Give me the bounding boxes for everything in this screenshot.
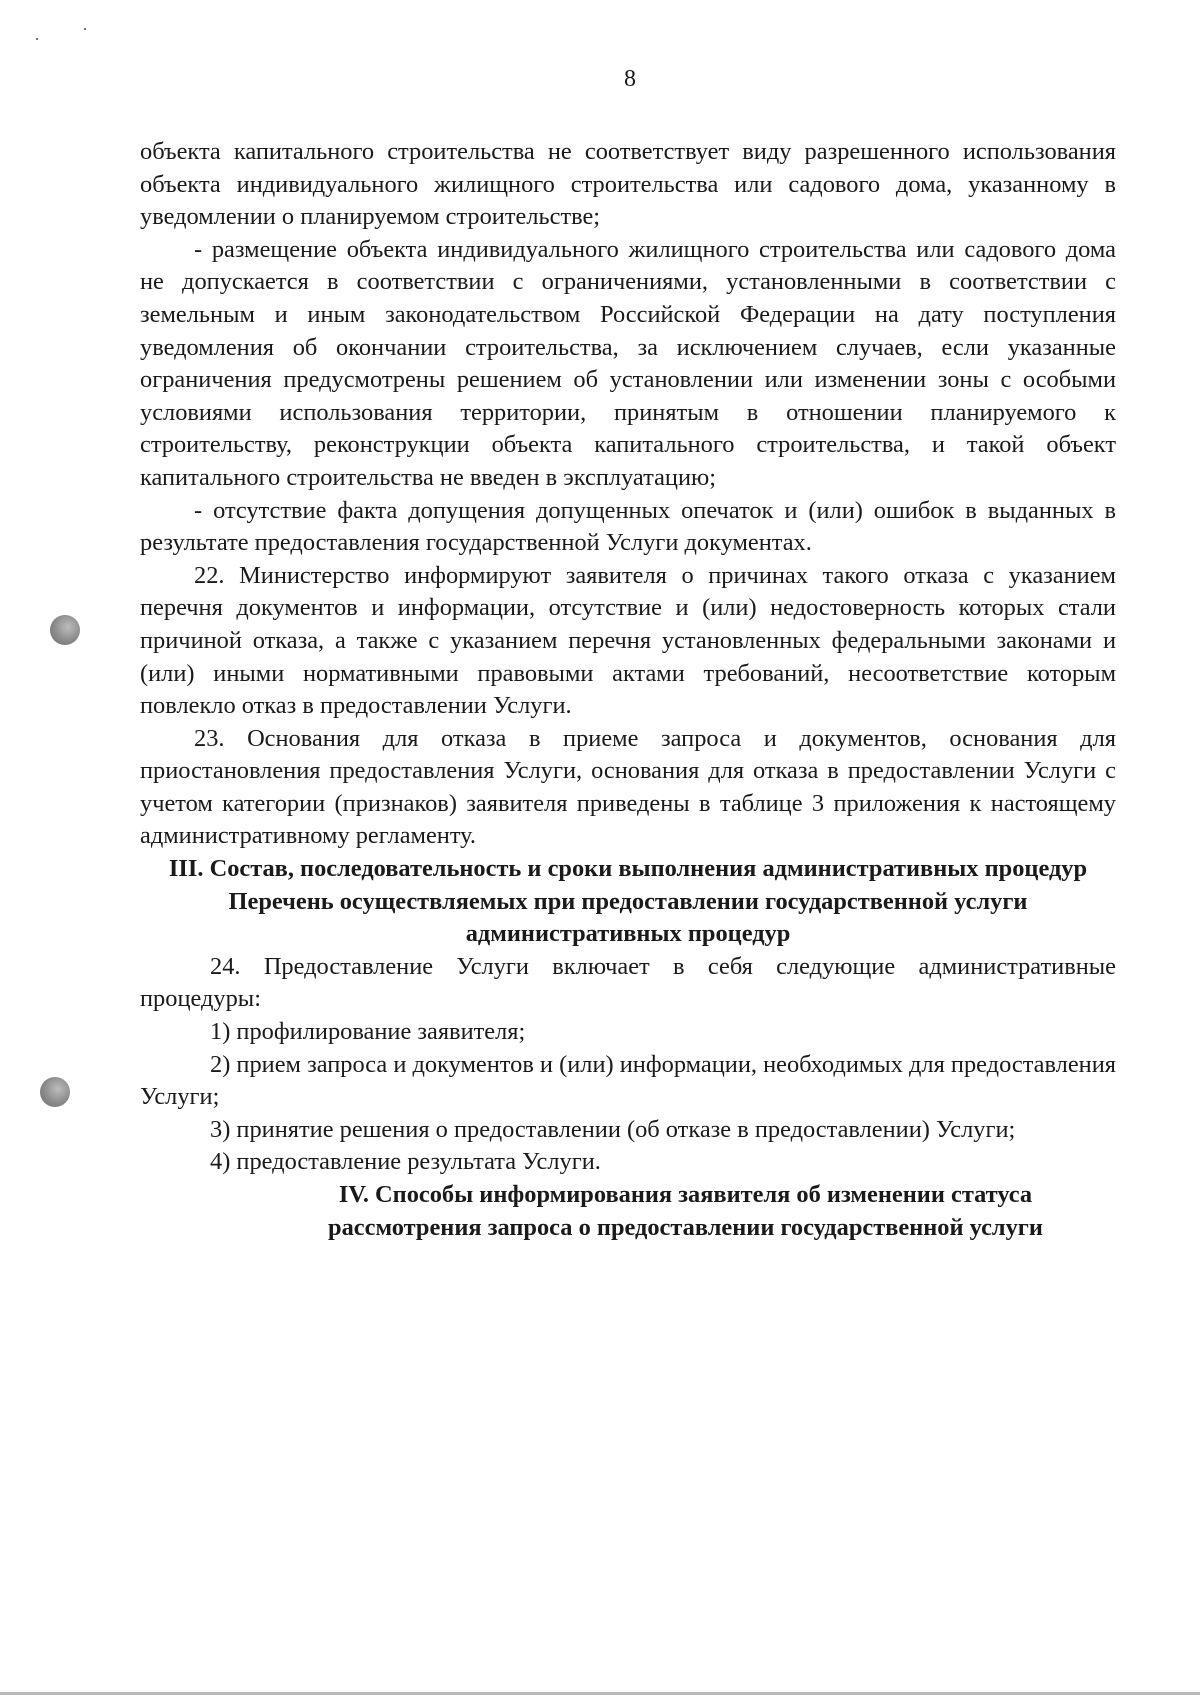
scan-speck bbox=[84, 28, 86, 30]
punch-hole-bottom bbox=[40, 1077, 70, 1107]
section-3-subheading: Перечень осуществляемых при предоставлении государственной услуги административных процедур bbox=[228, 887, 1028, 948]
list-item: 2) прием запроса и документов и (или) информации, необходимых для предоставления Услуги; bbox=[140, 1050, 1116, 1111]
document-body bbox=[140, 136, 1116, 1244]
paragraph-bullet-placement: - размещение объекта индивидуального жилищного строительства или садового дома не допускается в соответствии с ограничениями, установленными в соответствии с земельным и иным законодательством Российской Федерации на дату поступления уведомления об окончании строительства, за исключением случаев, если указанные ограничения предусмотрены решением об установлении или изменении зоны с особыми условиями использования территории, принятым в отношении планируемого к строительству, реконструкции объекта капитального строительства, и такой объект капитального строительства не введен в эксплуатацию; bbox=[140, 235, 1116, 491]
paragraph-23: 23. Основания для отказа в приеме запроса и документов, основания для приостановления предоставления Услуги, основания для отказа в предоставлении Услуги с учетом категории (признаков) заявителя приведены в таблице 3 приложения к настоящему административному регламенту. bbox=[140, 724, 1116, 850]
list-item: 3) принятие решения о предоставлении (об отказе в предоставлении) Услуги; bbox=[210, 1115, 1016, 1143]
punch-hole-top bbox=[50, 615, 80, 645]
page-number: 8 bbox=[624, 66, 636, 92]
section-4-heading: IV. Способы информирования заявителя об изменении статуса рассмотрения запроса о предоставлении государственной услуги bbox=[328, 1181, 1043, 1241]
paragraph-bullet-typos: - отсутствие факта допущения допущенных опечаток и (или) ошибок в выданных в результате предоставления государственной Услуги документах. bbox=[140, 496, 1116, 557]
paragraph-continuation: объекта капитального строительства не соответствует виду разрешенного использования объекта индивидуального жилищного строительства или садового дома, указанному в уведомлении о планируемом строительстве; bbox=[140, 138, 1116, 231]
scan-speck bbox=[36, 38, 38, 40]
section-3-heading: III. Состав, последовательность и сроки выполнения административных процедур bbox=[168, 855, 1088, 883]
paragraph-22: 22. Министерство информируют заявителя о причинах такого отказа с указанием перечня документов и информации, отсутствие и (или) недостоверность которых стали причиной отказа, а также с указанием перечня установленных федеральными законами и (или) иными нормативными правовыми актами требований, несоответствие которым повлекло отказ в предоставлении Услуги. bbox=[140, 561, 1116, 720]
list-item: 1) профилирование заявителя; bbox=[210, 1018, 526, 1046]
list-item: 4) предоставление результата Услуги. bbox=[210, 1148, 601, 1176]
paragraph-24-intro: 24. Предоставление Услуги включает в себя следующие административные процедуры: bbox=[140, 952, 1116, 1013]
